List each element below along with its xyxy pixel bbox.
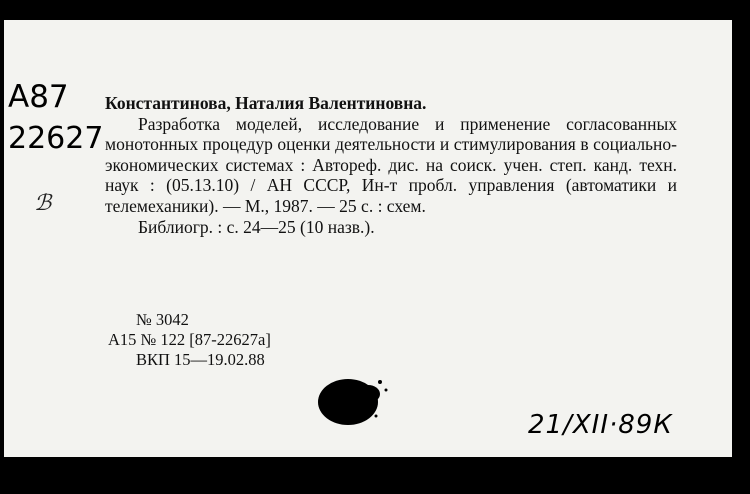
ink-blot: [314, 364, 394, 434]
author-heading: Константинова, Наталия Валентиновна.: [105, 93, 427, 113]
catalog-card: [4, 20, 732, 457]
bibliography-note: Библиогр. : с. 24—25 (10 назв.).: [138, 216, 375, 237]
call-number-line1: А87: [8, 79, 69, 115]
shelf-record: А15 № 122 [87-22627а]: [108, 330, 271, 349]
registration-number: № 3042: [136, 310, 189, 329]
bibliographic-entry: [102, 93, 677, 237]
call-number-line2: 22627: [8, 121, 104, 156]
registration-numbers: [108, 310, 271, 370]
handwritten-date: 21/XII·89К: [528, 410, 673, 440]
entry-description: Разработка моделей, исследование и применение согласованных монотонных процедур оценки деятельности и стимулирования в социально-экономических системах : Автореф. дис. на соиск. учен. степ. канд. техн. наук : (05.13.10) / АН СССР, Ин-т пробл. управления (автоматики и телемеханики). — М., 1987. — 25 с. : схем.: [105, 113, 677, 216]
vkp-record: ВКП 15—19.02.88: [136, 350, 265, 369]
handwritten-mark: ℬ: [34, 190, 52, 215]
